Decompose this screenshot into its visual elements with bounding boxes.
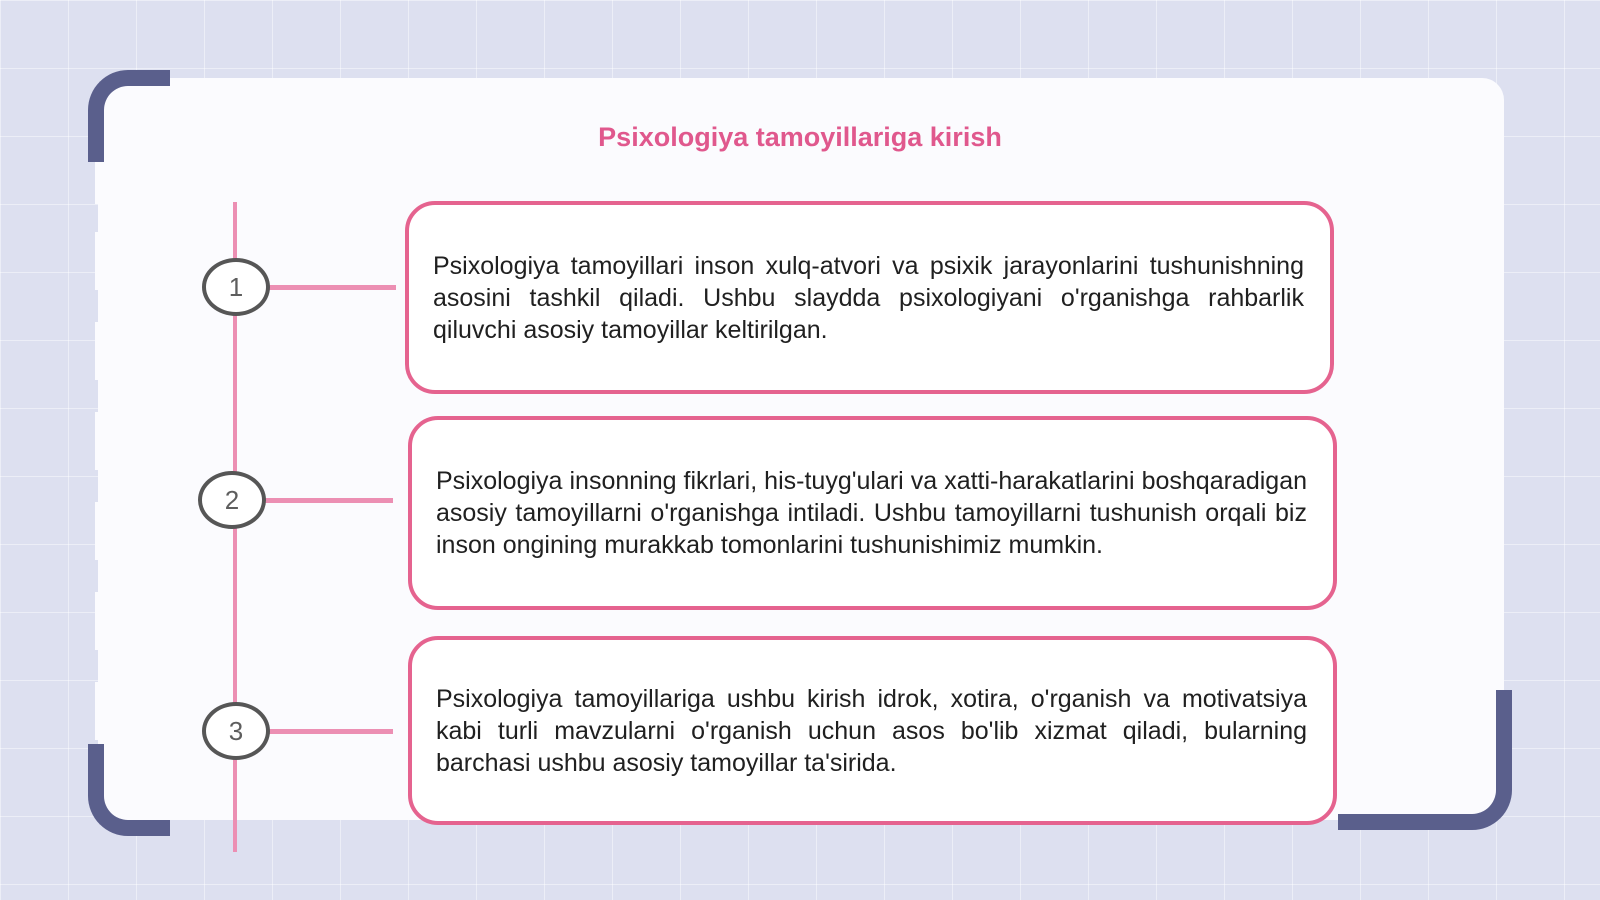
slide-title: Psixologiya tamoyillariga kirish: [598, 122, 1002, 152]
step-card: [408, 416, 1337, 610]
corner-bracket-bottom-left: [88, 744, 170, 836]
step-number-badge: 1: [202, 258, 270, 316]
step-description: Psixologiya tamoyillariga ushbu kirish idrok, xotira, o'rganish va motivatsiya kabi turli mavzularni o'rganish uchun asos bo'lib xizmat qiladi, bularning barchasi ushbu asosiy tamoyillar ta'sirida.: [436, 684, 1307, 777]
step-number-badge: 3: [202, 702, 270, 760]
step-number-badge: 2: [198, 471, 266, 529]
step-card: [405, 201, 1334, 394]
timeline-connector: [262, 498, 393, 503]
step-description: Psixologiya tamoyillari inson xulq-atvori va psixik jarayonlarini tushunishning asosini tashkil qiladi. Ushbu slaydda psixologiyani o'rganishga rahbarlik qiluvchi asosiy tamoyillar keltirilgan.: [433, 251, 1304, 344]
step-description: Psixologiya insonning fikrlari, his-tuyg'ulari va xatti-harakatlarini boshqaradigan asosiy tamoyillarni o'rganishga intiladi. Ushbu tamoyillarni tushunish orqali biz inson ongining murakkab tomonlarini tushunishimiz mumkin.: [436, 467, 1307, 559]
timeline-connector: [266, 285, 396, 290]
timeline-connector: [266, 729, 393, 734]
step-card: [408, 636, 1337, 825]
corner-bracket-bottom-right: [1338, 690, 1512, 830]
